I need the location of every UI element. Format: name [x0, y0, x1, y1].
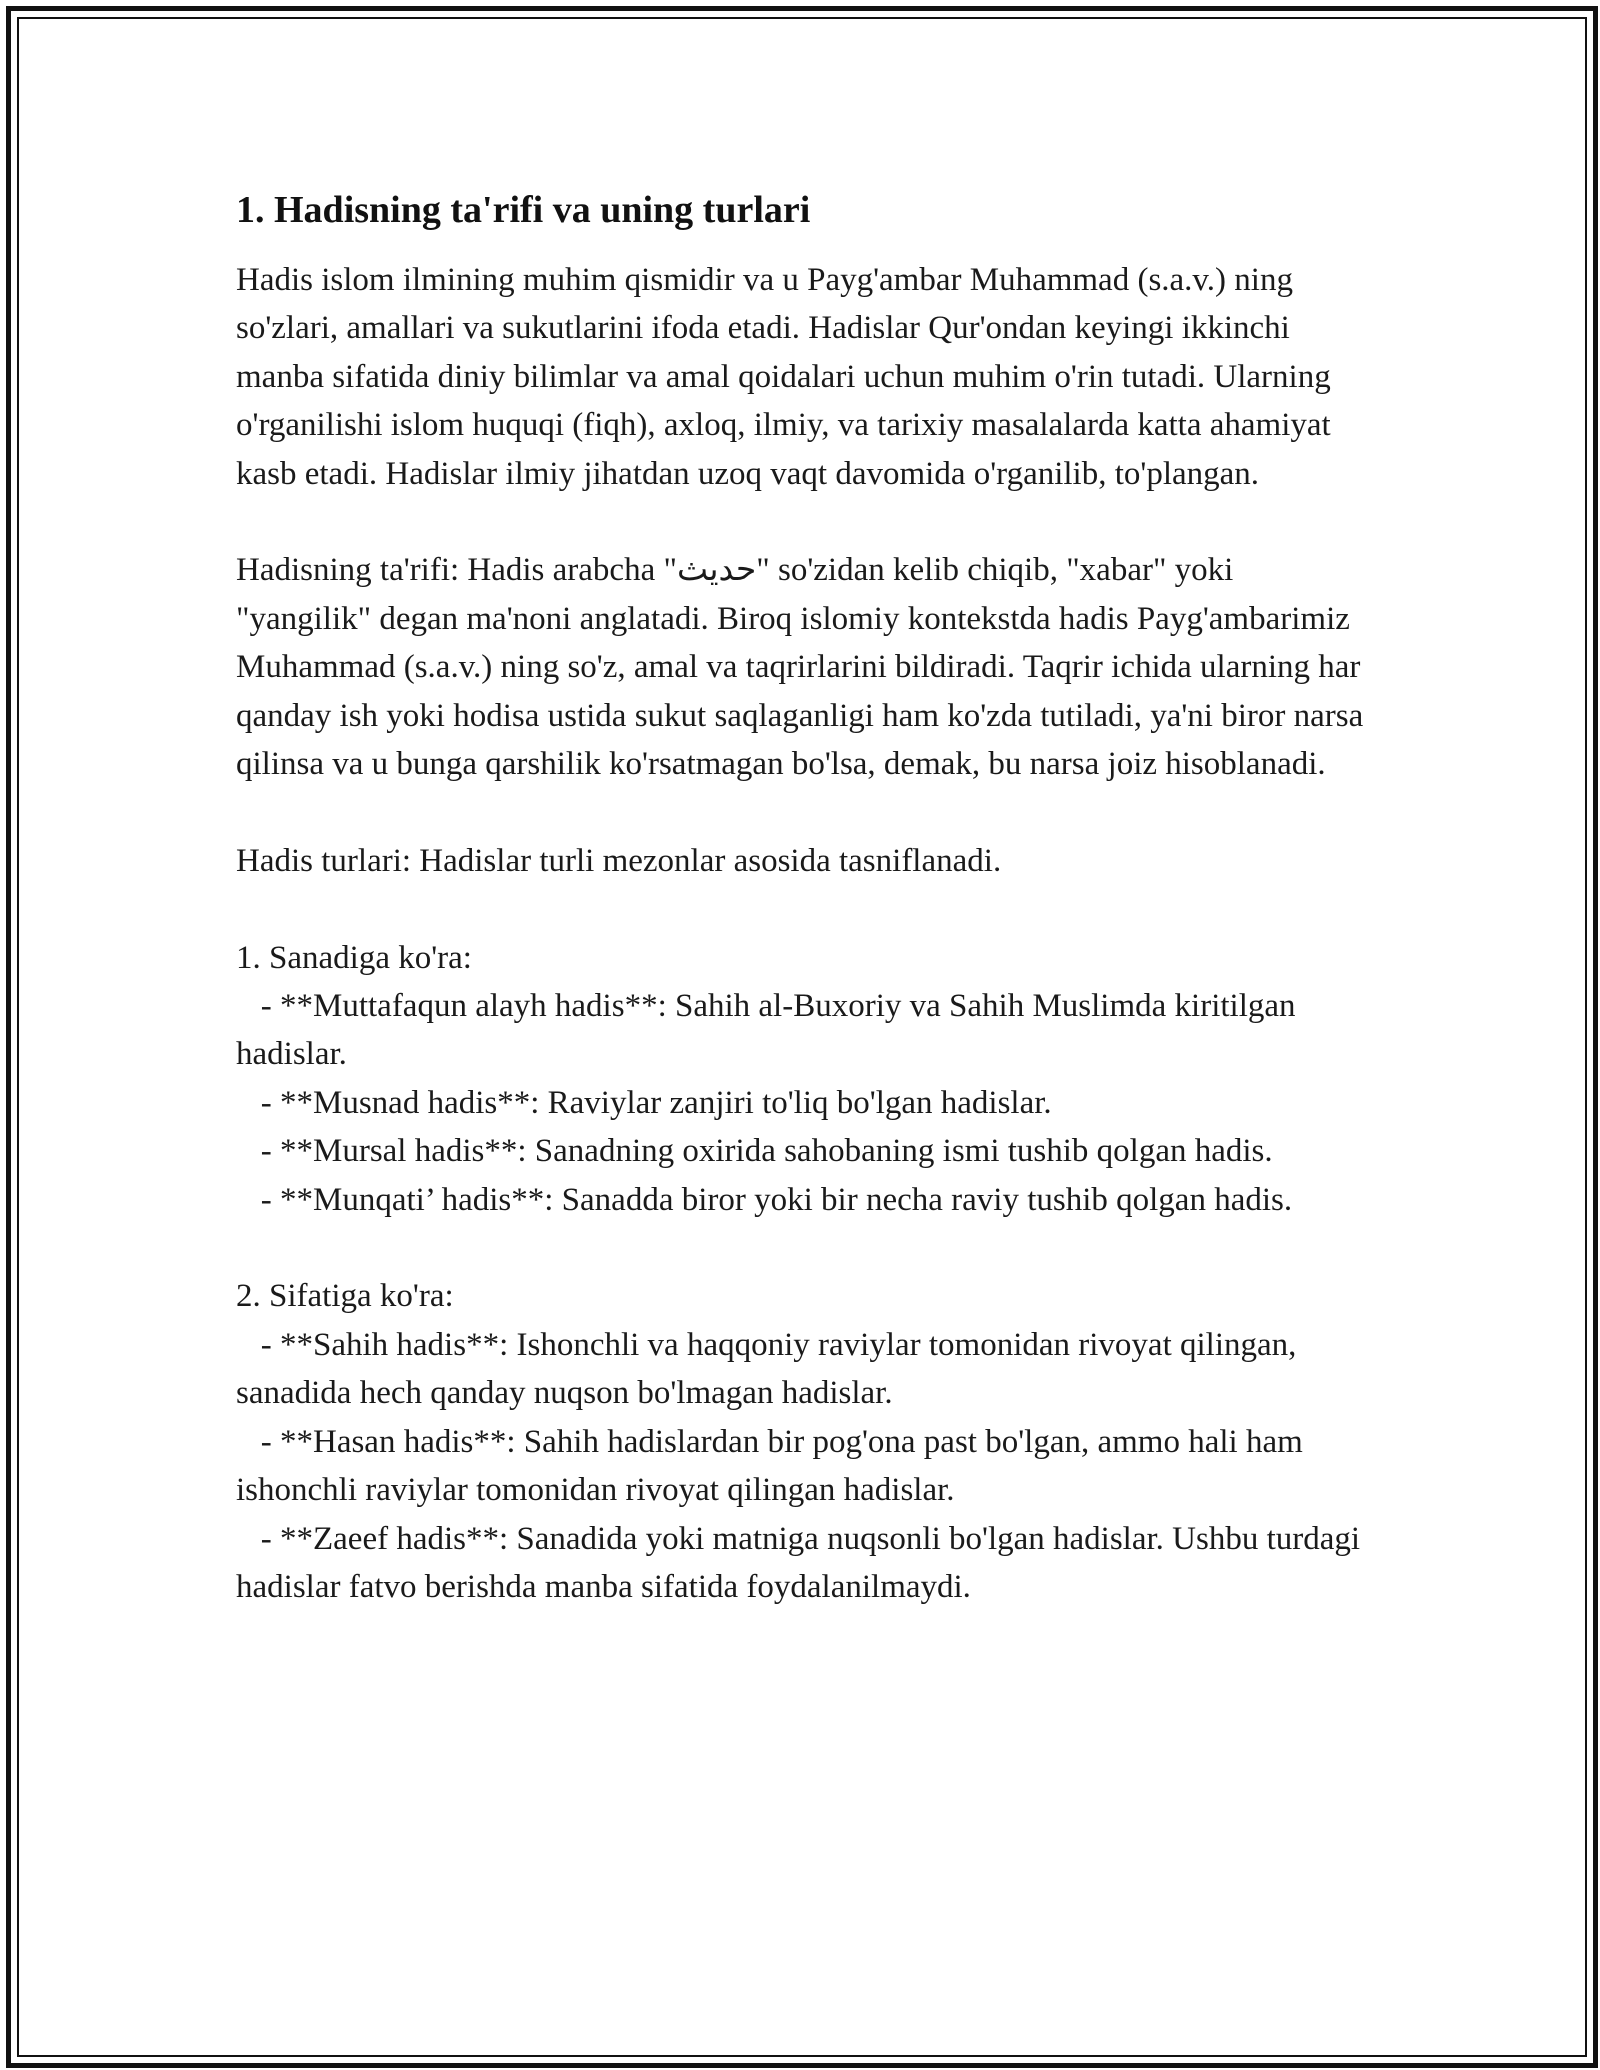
- list-item: - **Zaeef hadis**: Sanadida yoki matniga nuqsonli bo'lgan hadislar. Ushbu turdagi hadislar fatvo berishda manba sifatida foydalanilmaydi.: [236, 1520, 1369, 1605]
- list-section-sanad: [236, 934, 1376, 1224]
- paragraph-gap: [236, 498, 1376, 546]
- list-section-title: 1. Sanadiga ko'ra:: [236, 939, 472, 976]
- paragraph-gap: [236, 885, 1376, 933]
- list-item: - **Hasan hadis**: Sahih hadislardan bir pog'ona past bo'lgan, ammo hali ham ishonchli raviylar tomonidan rivoyat qilingan hadislar.: [236, 1423, 1312, 1509]
- list-section-title: 2. Sifatiga ko'ra:: [236, 1278, 454, 1315]
- section-heading: 1. Hadisning ta'rifi va uning turlari: [236, 189, 811, 231]
- list-item: - **Munqati’ hadis**: Sanadda biror yoki bir necha raviy tushib qolgan hadis.: [236, 1181, 1293, 1218]
- definition-paragraph: Hadisning ta'rifi: Hadis arabcha "حديث" so'zidan kelib chiqib, "xabar" yoki "yangilik" degan ma'noni anglatadi. Biroq islomiy kontekstda hadis Payg'ambarimiz Muhammad (s.a.v.) ning so'z, amal va taqrirlarini bildiradi. Taqrir ichida ularning har qanday ish yoki hodisa ustida sukut saqlaganligi ham ko'zda tutiladi, ya'ni biror narsa qilinsa va u bunga qarshilik ko'rsatmagan bo'lsa, demak, bu narsa joiz hisoblanadi.: [236, 552, 1372, 783]
- paragraph-gap: [236, 1224, 1376, 1272]
- list-item: - **Musnad hadis**: Raviylar zanjiri to'liq bo'lgan hadislar.: [236, 1084, 1052, 1121]
- paragraph-gap: [236, 788, 1376, 836]
- types-intro-paragraph: Hadis turlari: Hadislar turli mezonlar asosida tasniflanadi.: [236, 842, 1002, 879]
- intro-paragraph: Hadis islom ilmining muhim qismidir va u Payg'ambar Muhammad (s.a.v.) ning so'zlari, amallari va sukutlarini ifoda etadi. Hadislar Qur'ondan keyingi ikkinchi manba sifatida diniy bilimlar va amal qoidalari uchun muhim o'rin tutadi. Ularning o'rganilishi islom huquqi (fiqh), axloq, ilmiy, va tarixiy masalalarda katta ahamiyat kasb etadi. Hadislar ilmiy jihatdan uzoq vaqt davomida o'rganilib, to'plangan.: [236, 262, 1339, 492]
- list-section-sifat: [236, 1272, 1376, 1611]
- list-item: - **Mursal hadis**: Sanadning oxirida sahobaning ismi tushib qolgan hadis.: [236, 1133, 1273, 1170]
- list-item: - **Sahih hadis**: Ishonchli va haqqoniy raviylar tomonidan rivoyat qilingan, sanadida hech qanday nuqson bo'lmagan hadislar.: [236, 1326, 1305, 1412]
- document-body: [236, 186, 1376, 1611]
- list-item: - **Muttafaqun alayh hadis**: Sahih al-Buxoriy va Sahih Muslimda kiritilgan hadislar.: [236, 988, 1304, 1073]
